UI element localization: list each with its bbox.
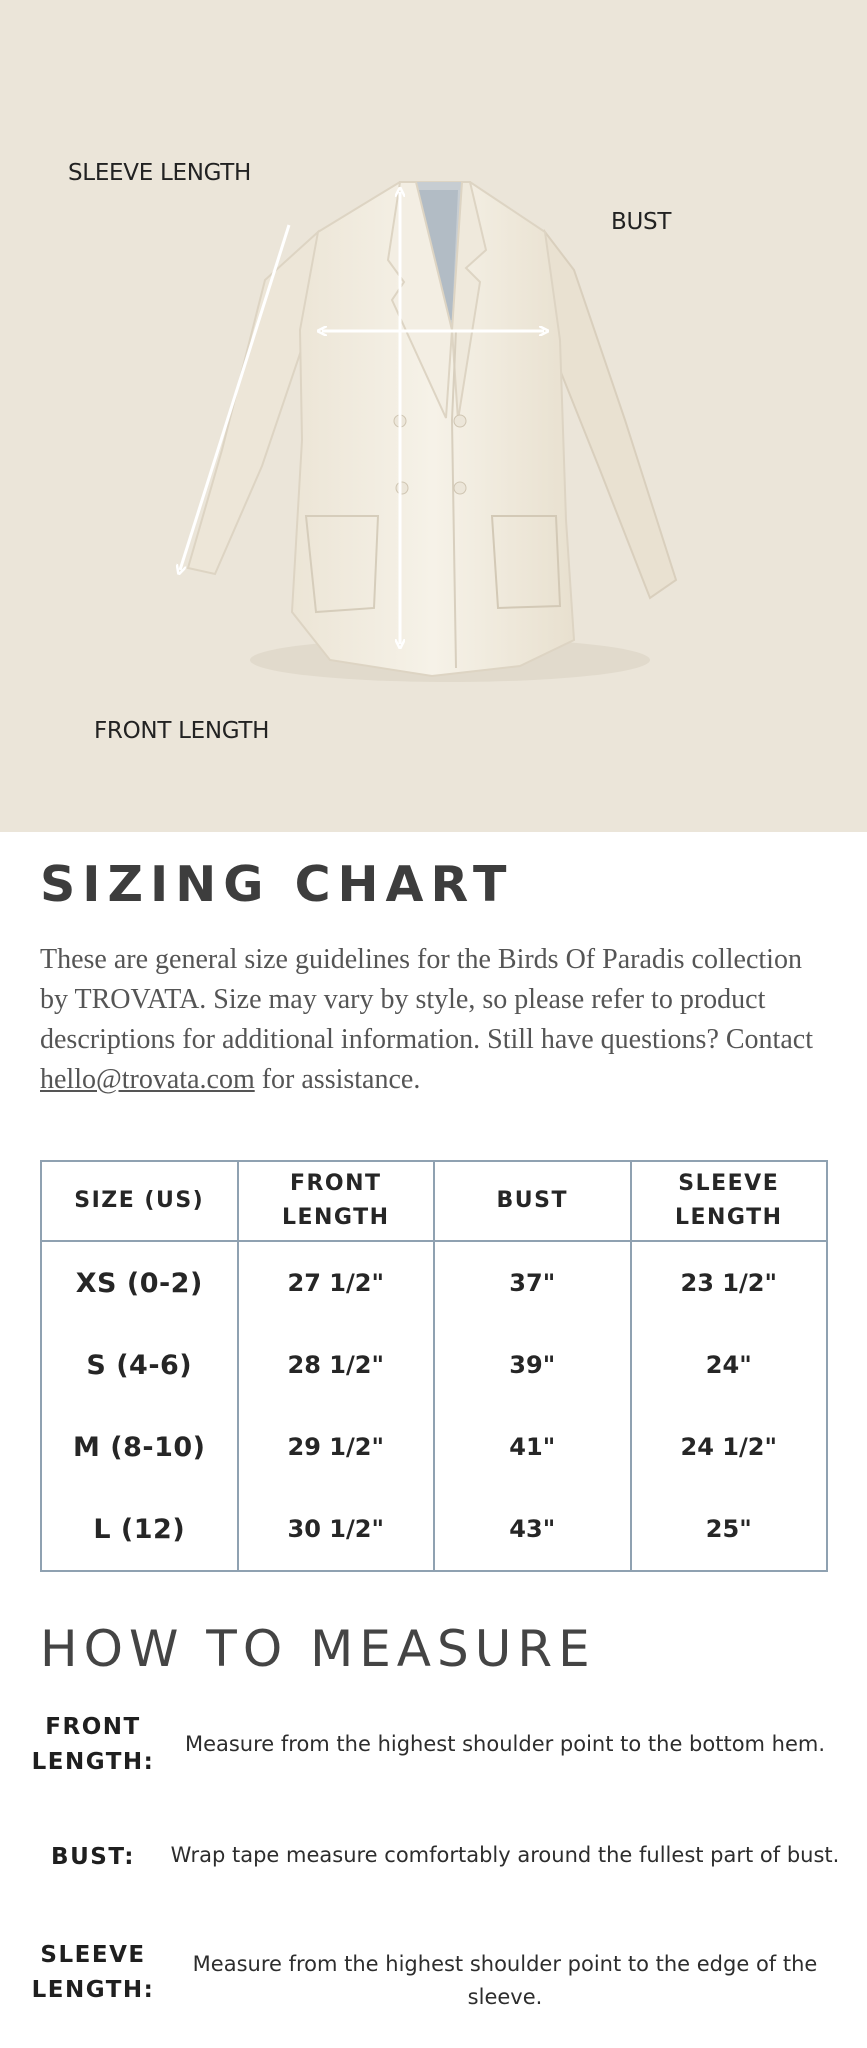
contact-email-link[interactable]: hello@trovata.com [40, 1064, 255, 1095]
size-cell: S (4-6) [41, 1324, 238, 1406]
blazer-illustration [0, 0, 867, 832]
size-cell: L (12) [41, 1488, 238, 1571]
intro-text-before-email: These are general size guidelines for the Birds Of Paradis collection by TROVATA. Size may vary by style, so please refer to product descriptions for additional information. Still have questions? Contact [40, 944, 813, 1055]
measure-description: Measure from the highest shoulder point to the bottom hem. [184, 1732, 826, 1756]
column-header-bust: BUST [434, 1161, 631, 1241]
front-length-label: FRONT LENGTH [94, 718, 270, 744]
column-header-size: SIZE (US) [41, 1161, 238, 1241]
bust-cell: 39" [434, 1324, 631, 1406]
front-length-cell: 27 1/2" [238, 1241, 435, 1324]
bust-cell: 41" [434, 1406, 631, 1488]
measure-term: SLEEVE LENGTH: [31, 1942, 155, 2003]
bust-label: BUST [611, 209, 672, 235]
front-length-cell: 30 1/2" [238, 1488, 435, 1571]
sizing-intro-text [40, 940, 830, 1100]
table-row [41, 1406, 827, 1488]
column-header-front-length: FRONT LENGTH [238, 1161, 435, 1241]
front-length-cell: 28 1/2" [238, 1324, 435, 1406]
how-to-measure-title: HOW TO MEASURE [40, 1620, 596, 1678]
column-header-sleeve-length: SLEEVE LENGTH [631, 1161, 828, 1241]
sizing-chart-title: SIZING CHART [40, 856, 514, 913]
measure-description: Measure from the highest shoulder point to the edge of the sleeve. [192, 1952, 818, 2009]
sleeve-length-cell: 25" [631, 1488, 828, 1571]
garment-image-panel [0, 0, 867, 832]
table-row [41, 1488, 827, 1571]
measure-term: FRONT LENGTH: [31, 1714, 155, 1775]
bust-cell: 43" [434, 1488, 631, 1571]
table-row [41, 1241, 827, 1324]
sleeve-length-label: SLEEVE LENGTH [68, 160, 252, 186]
size-table [40, 1160, 828, 1572]
size-cell: XS (0-2) [41, 1241, 238, 1324]
bust-cell: 37" [434, 1241, 631, 1324]
intro-text-after-email: for assistance. [254, 1064, 421, 1095]
sleeve-length-cell: 24" [631, 1324, 828, 1406]
table-header-row [41, 1161, 827, 1241]
size-cell: M (8-10) [41, 1406, 238, 1488]
measure-description: Wrap tape measure comfortably around the fullest part of bust. [170, 1843, 840, 1867]
sleeve-length-cell: 24 1/2" [631, 1406, 828, 1488]
front-length-cell: 29 1/2" [238, 1406, 435, 1488]
table-row [41, 1324, 827, 1406]
measure-term: BUST: [51, 1844, 135, 1870]
sleeve-length-cell: 23 1/2" [631, 1241, 828, 1324]
